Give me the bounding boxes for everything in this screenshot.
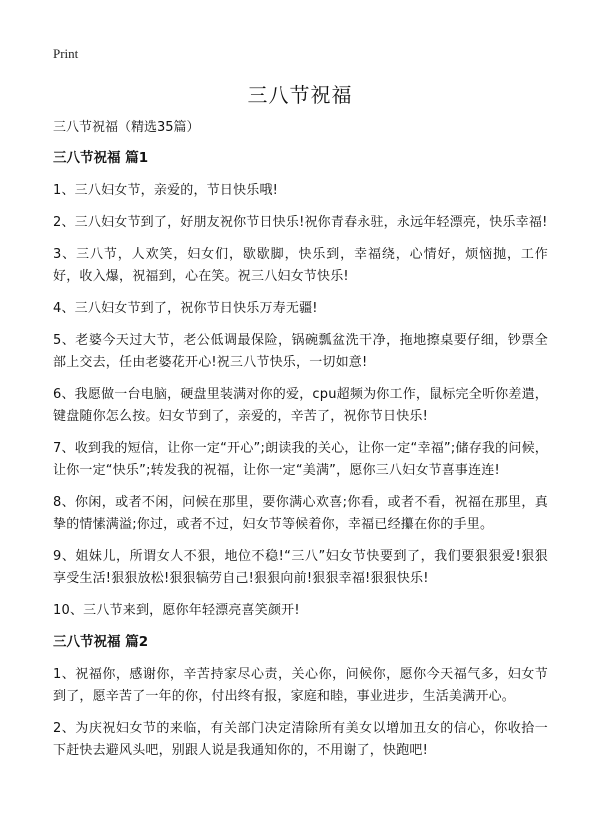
paragraph: 3、三八节，人欢笑，妇女们，歇歇脚，快乐到，幸福绕，心情好，烦恼抛，工作好，收入爆，祝福到，心在笑。祝三八妇女节快乐! [53,247,548,284]
print-link[interactable]: Print [53,46,79,61]
paragraph: 6、我愿做一台电脑，硬盘里装满对你的爱，cpu超频为你工作，鼠标完全听你差遣，键盘随你怎么按。妇女节到了，亲爱的，辛苦了，祝你节日快乐! [53,387,548,424]
paragraph: 7、收到我的短信，让你一定“开心”;朗读我的关心，让你一定“幸福”;储存我的问候，让你一定“快乐”;转发我的祝福，让你一定“美满”，愿你三八妇女节喜事连连! [53,441,548,478]
article-subtitle: 三八节祝福（精选35篇） [53,120,200,135]
section-1 [53,148,548,622]
paragraph: 8、你闲，或者不闲，问候在那里，要你满心欢喜;你看，或者不看，祝福在那里，真挚的情愫满溢;你过，或者不过，妇女节等候着你，幸福已经攥在你的手里。 [53,495,548,532]
paragraph: 5、老婆今天过大节，老公低调最保险，锅碗瓢盆洗干净，拖地擦桌要仔细，钞票全部上交去，任由老婆花开心!祝三八节快乐，一切如意! [53,333,548,370]
paragraph: 1、三八妇女节，亲爱的，节日快乐哦! [53,183,279,198]
article-body [53,118,548,772]
paragraph: 9、姐妹儿，所谓女人不狠，地位不稳!“三八”妇女节快要到了，我们要狠狠爱!狠狠享受生活!狠狠放松!狠狠犒劳自己!狠狠向前!狠狠幸福!狠狠快乐! [53,549,548,586]
paragraph: 1、祝福你，感谢你，辛苦持家尽心责，关心你，问候你，愿你今天福气多，妇女节到了，愿辛苦了一年的你，付出终有报，家庭和睦，事业进步，生活美满开心。 [53,667,548,704]
paragraph: 4、三八妇女节到了，祝你节日快乐万寿无疆! [53,301,318,316]
section-heading: 三八节祝福 篇2 [53,634,149,650]
paragraph: 10、三八节来到，愿你年轻漂亮喜笑颜开! [53,603,300,618]
section-heading: 三八节祝福 篇1 [53,150,149,166]
section-2 [53,632,548,762]
paragraph: 2、三八妇女节到了，好朋友祝你节日快乐!祝你青春永驻，永远年轻漂亮，快乐幸福! [53,215,548,230]
paragraph: 2、为庆祝妇女节的来临，有关部门决定清除所有美女以增加丑女的信心，你收拾一下赶快去避风头吧，别跟人说是我通知你的，不用谢了，快跑吧! [53,721,548,758]
page-title: 三八节祝福 [247,83,353,107]
